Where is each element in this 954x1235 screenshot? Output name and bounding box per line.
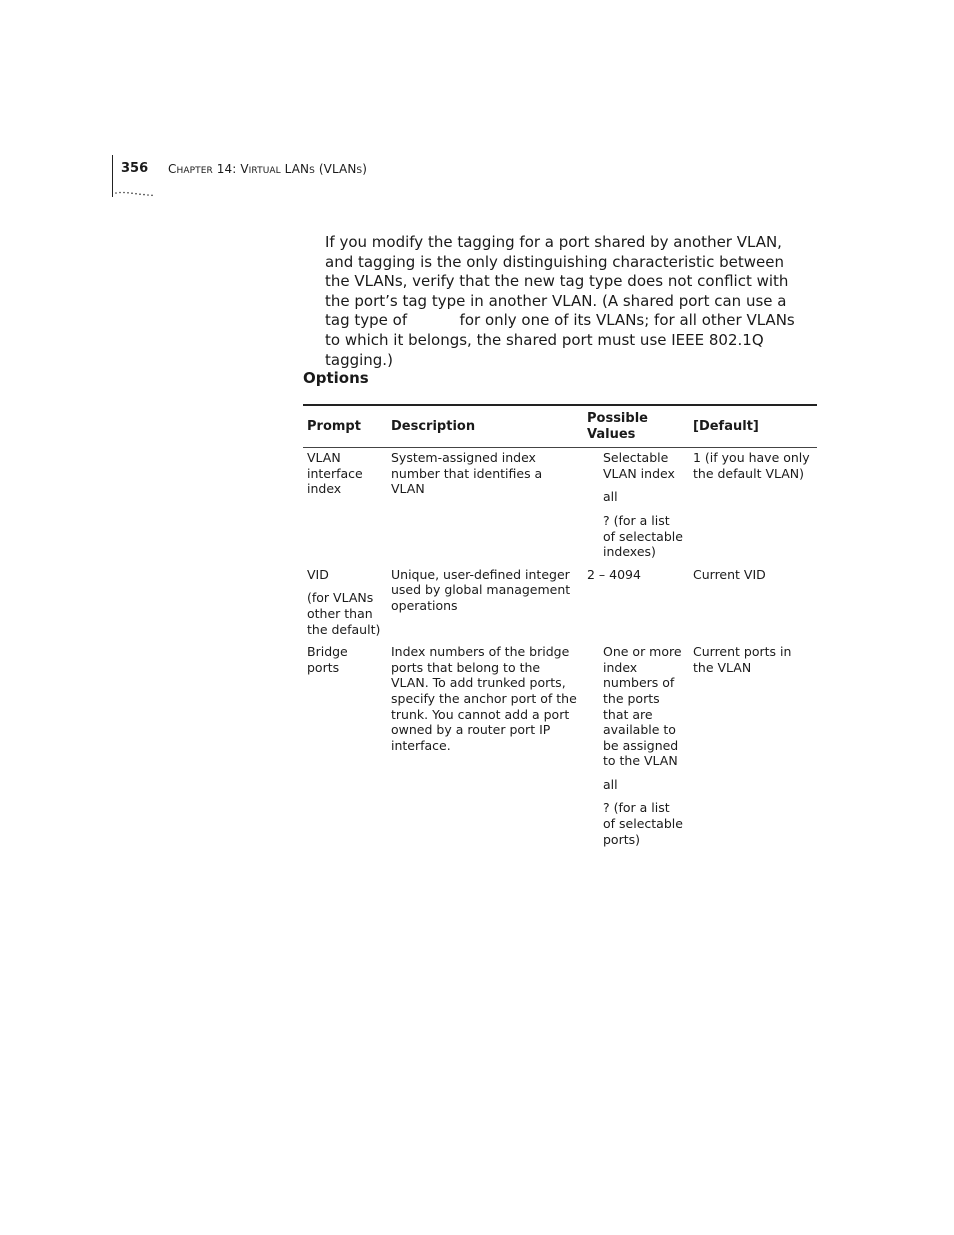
table-row xyxy=(303,567,817,644)
prompt-text: VID xyxy=(307,566,329,582)
value-item: all xyxy=(603,776,618,792)
default-cell: 1 (if you have only the default VLAN) xyxy=(693,450,810,481)
table-row xyxy=(303,644,817,854)
prompt-cell xyxy=(303,448,387,567)
default-cell: Current VID xyxy=(693,566,766,582)
values-cell xyxy=(583,644,689,854)
page-header xyxy=(112,155,512,199)
prompt-text: Bridge ports xyxy=(307,644,348,675)
options-heading: Options xyxy=(303,369,369,387)
description-cell: System-assigned index number that identifies a VLAN xyxy=(391,450,543,497)
values-cell xyxy=(583,567,689,644)
value-item: 2 – 4094 xyxy=(587,566,641,582)
options-table xyxy=(303,404,817,854)
chapter-title: CHAPTER 14: VIRTUAL LANS (VLANS) xyxy=(168,162,368,176)
value-item: ? (for a list of selectable ports) xyxy=(603,800,683,847)
dotted-ornament xyxy=(113,191,155,197)
value-item: all xyxy=(603,489,618,505)
prompt-note: (for VLANs other than the default) xyxy=(307,590,381,637)
prompt-cell xyxy=(303,644,387,854)
column-header: Prompt xyxy=(307,418,361,434)
value-item: ? (for a list of selectable indexes) xyxy=(603,512,683,560)
prompt-text: VLAN interface index xyxy=(307,450,363,497)
intro-paragraph: If you modify the tagging for a port shared by another VLAN, and tagging is the only distinguishing characteristic between the VLANs, verify that the new tag type does not conflict with the port’s tag type in another VLAN. (A shared port can use a tag type of for only one of its VLANs; for all other VLANs to which it belongs, the shared port must use IEEE 802.1Q tagging.) xyxy=(325,233,800,369)
description-cell: Index numbers of the bridge ports that belong to the VLAN. To add trunked ports, specify the anchor port of the trunk. You cannot add a port owned by a router port IP interface. xyxy=(391,644,577,753)
values-cell xyxy=(583,448,689,567)
value-item: One or more index numbers of the ports that are available to be assigned to the VLAN xyxy=(603,644,682,769)
column-header: Description xyxy=(391,418,476,434)
table-header-row xyxy=(303,405,817,448)
column-header: Possible Values xyxy=(587,411,648,442)
table-row xyxy=(303,448,817,567)
description-cell: Unique, user-defined integer used by global management operations xyxy=(391,566,571,613)
page-number: 356 xyxy=(121,161,149,176)
value-item: Selectable VLAN index xyxy=(603,450,675,481)
column-header: [Default] xyxy=(693,418,759,434)
default-cell: Current ports in the VLAN xyxy=(693,644,792,675)
prompt-cell xyxy=(303,567,387,644)
